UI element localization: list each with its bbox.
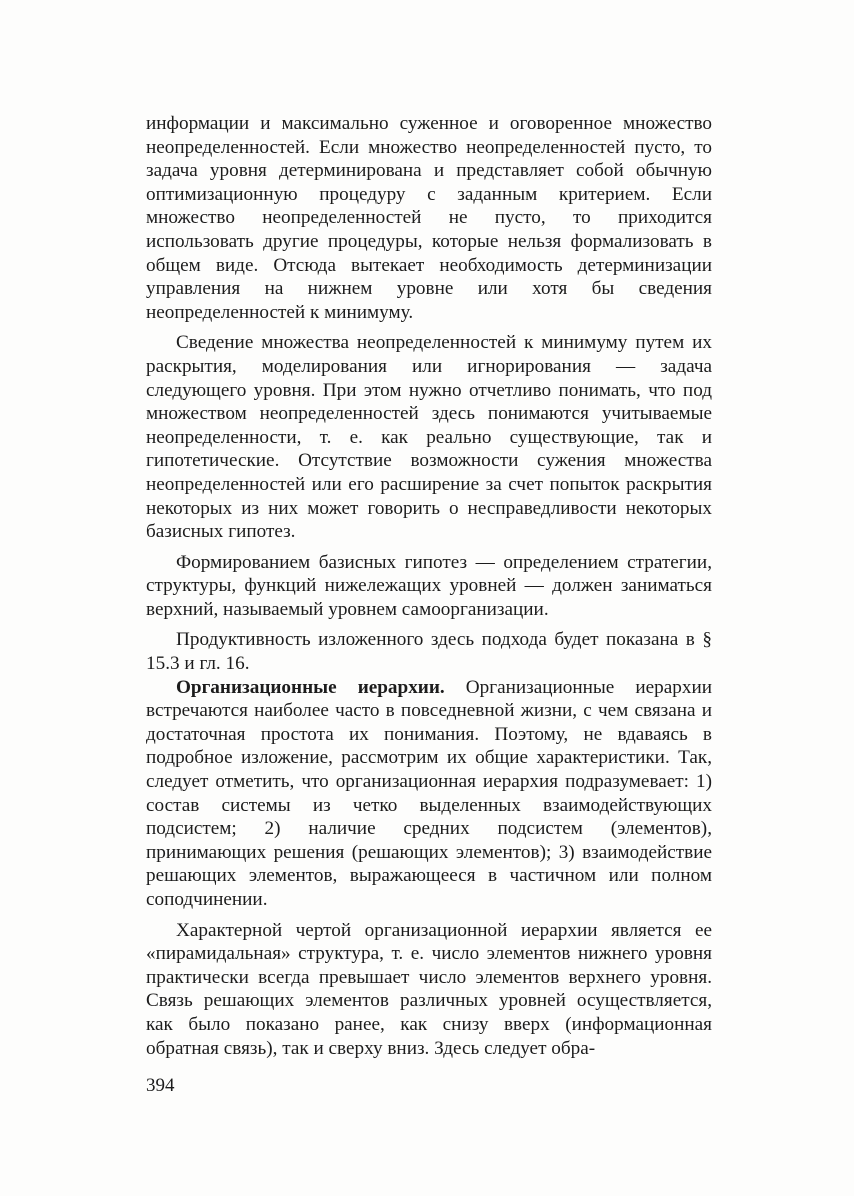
paragraph-2-text: Сведение множества неопределенностей к минимуму путем их раскрытия, моделирования или игнорирования — задача следующего уровня. При этом нужно отчетливо понимать, что под множеством неопределенностей здесь понимаются учитываемые неопределенности, т. е. как реально существующие, так и гипотетические. Отсутствие возможности сужения множества неопределенностей или его расширение за счет попыток раскрытия некоторых из них может говорить о несправедливости некоторых базисных гипотез. xyxy=(146,332,712,543)
paragraph-4 xyxy=(146,628,712,675)
paragraph-4-text: Продуктивность изложенного здесь подхода будет показана в § 15.3 и гл. 16. xyxy=(146,629,712,675)
paragraph-3-text: Формированием базисных гипотез — определением стратегии, структуры, функций нижележащих уровней — должен заниматься верхний, называемый уровнем самоорганизации. xyxy=(146,551,712,620)
paragraph-2 xyxy=(146,331,712,543)
paragraph-1 xyxy=(146,112,712,324)
paragraph-3 xyxy=(146,551,712,622)
paragraph-5 xyxy=(146,676,712,912)
paragraph-6 xyxy=(146,919,712,1061)
page-number: 394 xyxy=(146,1075,175,1096)
paragraph-6-text: Характерной чертой организационной иерархии является ее «пирамидальная» структура, т. е. число элементов нижнего уровня практически всегда превышает число элементов верхнего уровня. Связь решающих элементов различных уровней осуществляется, как было показано ранее, как снизу вверх (информационная обратная связь), так и сверху вниз. Здесь следует обра- xyxy=(146,919,712,1059)
paragraph-1-text: информации и максимально суженное и оговоренное множество неопределенностей. Если множество неопределенностей пусто, то задача уровня детерминирована и представляет собой обычную оптимизационную процедуру с заданным критерием. Если множество неопределенностей не пусто, то приходится использовать другие процедуры, которые нельзя формализовать в общем виде. Отсюда вытекает необходимость детерминизации управления на нижнем уровне или хотя бы сведения неопределенностей к минимуму. xyxy=(146,113,712,323)
body-text xyxy=(146,112,712,1060)
paragraph-5-text: Организационные иерархии встречаются наиболее часто в повседневной жизни, с чем связана и достаточная простота их понимания. Поэтому, не вдаваясь в подробное изложение, рассмотрим их общие характеристики. Так, следует отметить, что организационная иерархия подразумевает: 1) состав системы из четко выделенных взаимодействующих подсистем; 2) наличие средних подсистем (элементов), принимающих решения (решающих элементов); 3) взаимодействие решающих элементов, выражающееся в частичном или полном соподчинении. xyxy=(146,676,712,910)
section-heading: Организационные иерархии. xyxy=(176,676,445,698)
